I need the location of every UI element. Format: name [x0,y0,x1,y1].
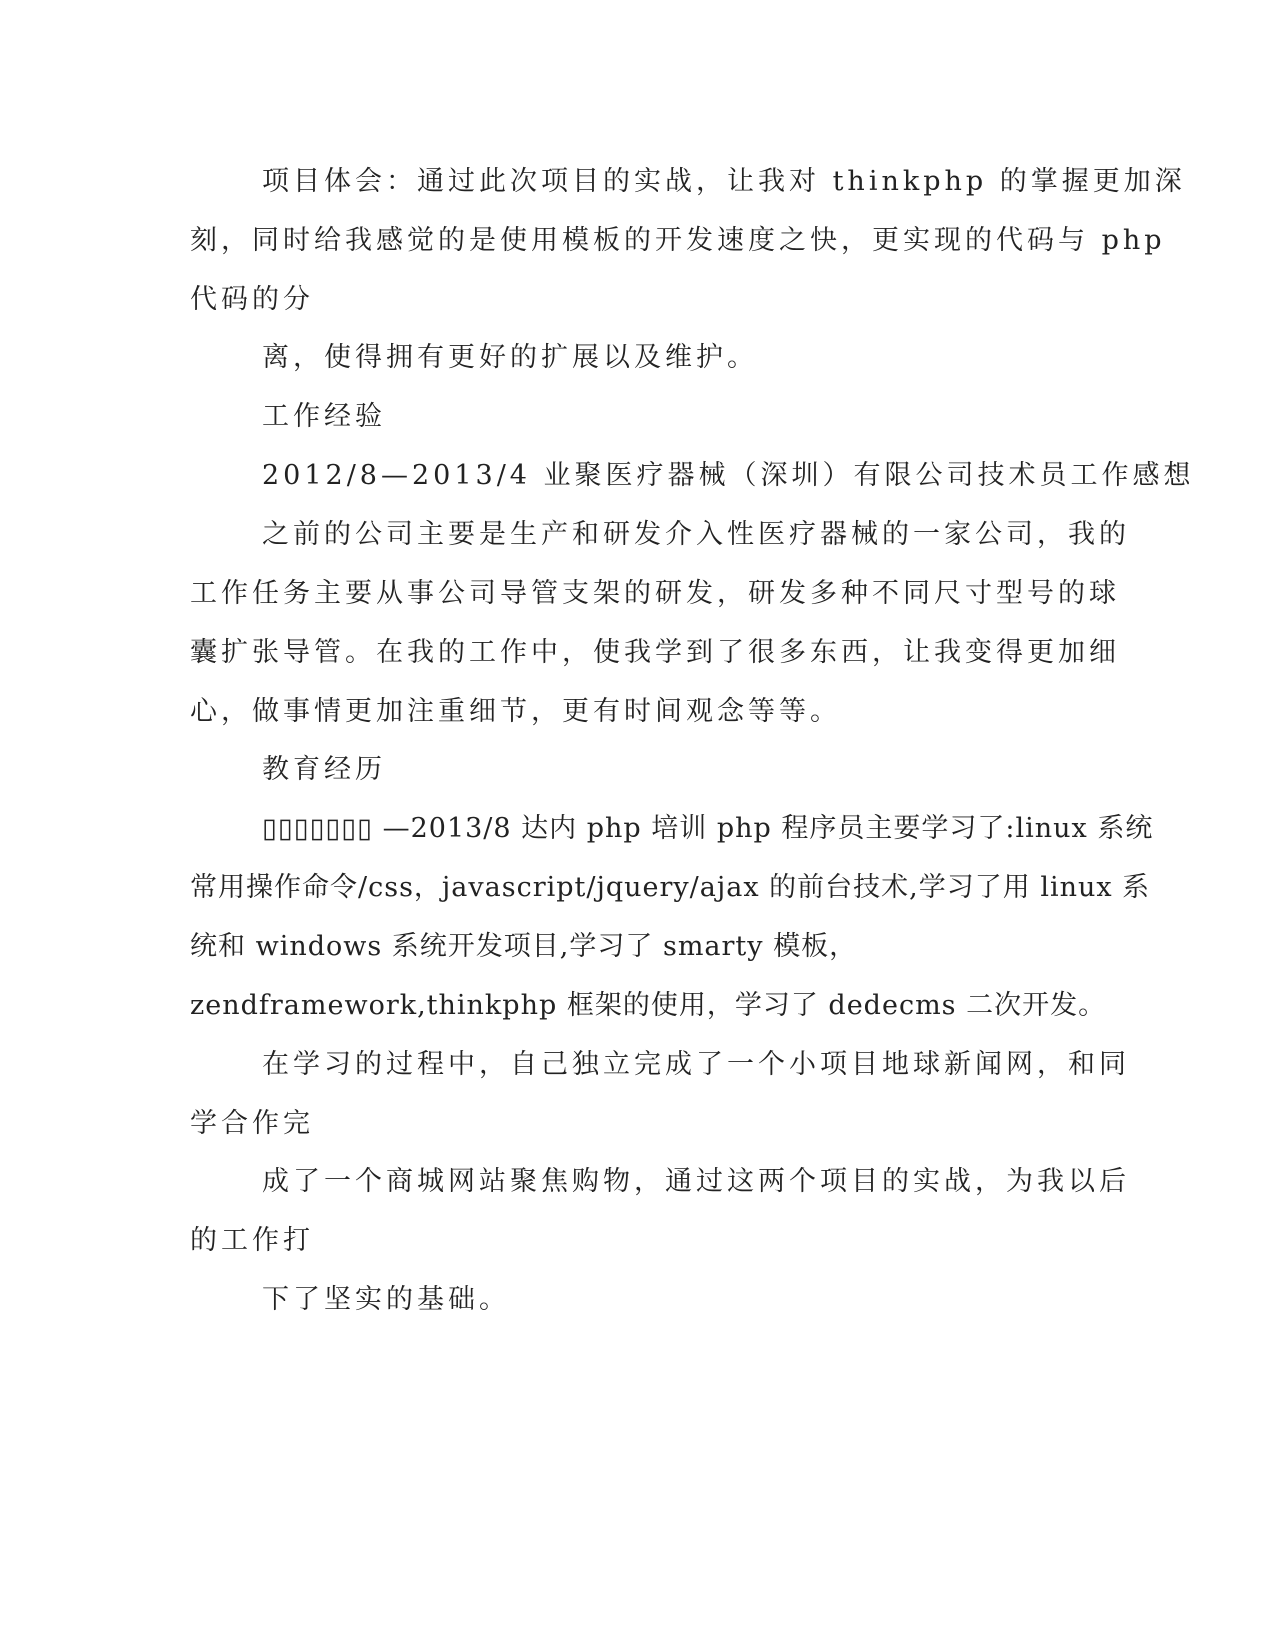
paragraph-line: 之前的公司主要是生产和研发介入性医疗器械的一家公司，我的 [262,519,1130,550]
paragraph-line: 刻，同时给我感觉的是使用模板的开发速度之快，更实现的代码与 php [190,225,1166,256]
section-heading-education: 教育经历 [262,754,386,785]
paragraph-line: 统和 windows 系统开发项目,学习了 smarty 模板， [190,931,858,962]
paragraph-line: 囊扩张导管。在我的工作中，使我学到了很多东西，让我变得更加细 [190,637,1120,668]
paragraph-line: 心，做事情更加注重细节，更有时间观念等等。 [190,696,841,727]
paragraph-line: 下了坚实的基础。 [262,1284,510,1315]
paragraph-line: 离，使得拥有更好的扩展以及维护。 [262,342,758,373]
paragraph-line: zendframework,thinkphp 框架的使用，学习了 dedecms 二次开发。 [190,990,1107,1021]
paragraph-line: 2012/8—2013/4 业聚医疗器械（深圳）有限公司技术员工作感想 [262,460,1195,491]
paragraph-line: 代码的分 [190,284,314,315]
paragraph-line: 成了一个商城网站聚焦购物，通过这两个项目的实战，为我以后 [262,1166,1130,1197]
paragraph-line: 常用操作命令/css，javascript/jquery/ajax 的前台技术,学习了用 linux 系 [190,872,1151,903]
paragraph-line: 在学习的过程中，自己独立完成了一个小项目地球新闻网，和同 [262,1049,1130,1080]
paragraph-line: 项目体会：通过此次项目的实战，让我对 thinkphp 的掌握更加深 [262,166,1186,197]
paragraph-line: 的工作打 [190,1225,314,1256]
section-heading-work-experience: 工作经验 [262,401,386,432]
paragraph-line: 工作任务主要从事公司导管支架的研发，研发多种不同尺寸型号的球 [190,578,1120,609]
paragraph-line: 学合作完 [190,1108,314,1139]
paragraph-line: ▯▯▯▯▯▯▯ —2013/8 达内 php 培训 php 程序员主要学习了:linux 系统 [262,813,1154,844]
